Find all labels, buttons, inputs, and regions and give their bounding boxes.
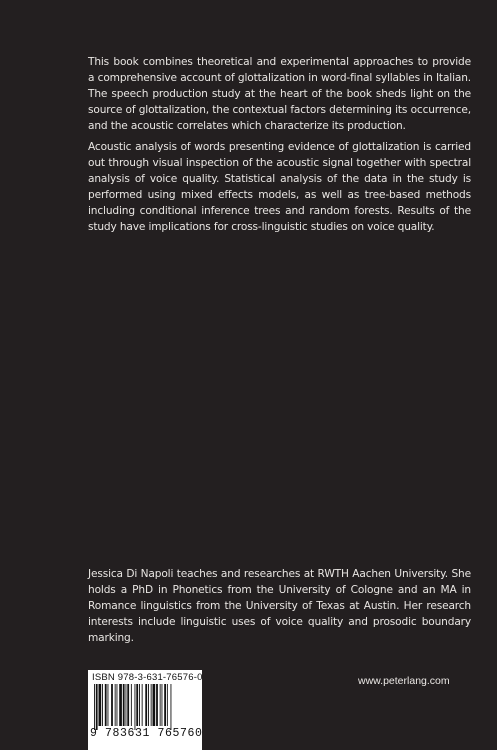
ean-digits: 9 783631 765760: [90, 727, 203, 740]
barcode-bar: [108, 684, 109, 726]
barcode-bar: [126, 684, 127, 726]
barcode-bar: [123, 684, 125, 726]
barcode-bar: [162, 684, 163, 726]
publisher-url[interactable]: www.peterlang.com: [358, 675, 450, 687]
isbn-label: ISBN 978-3-631-76576-0: [92, 672, 203, 683]
barcode-bar: [167, 684, 168, 726]
barcode-bar: [117, 684, 118, 726]
barcode-bars-icon: [92, 684, 198, 730]
barcode-bar: [171, 684, 172, 730]
blurb-paragraph-1: This book combines theoretical and experimental approaches to provide a comprehensive account of glottalization in word-final syllables in Italian. The speech production study at the heart of the book sheds light on the source of glottalization, the contextual factors determining its occurrence, and the acoustic correlates which characterize its production.: [88, 56, 471, 133]
barcode-bar: [135, 684, 136, 730]
barcode-bar: [102, 684, 103, 726]
barcode-bar: [105, 684, 107, 726]
barcode-bar: [115, 684, 116, 726]
barcode-bar: [156, 684, 158, 726]
barcode-bar: [111, 684, 113, 726]
barcode-bar: [136, 684, 138, 726]
barcode-bar: [119, 684, 122, 726]
barcode-bar: [142, 684, 143, 726]
blurb-paragraph-2: Acoustic analysis of words presenting evidence of glottalization is carried out through visual inspection of the acoustic signal together with spectral analysis of voice quality. Statistical analysis of the data in the study is performed using mixed effects models, as well as tree-based methods including conditional inference trees and random forests. Results of the study have implications for cross-linguistic studies on voice quality.: [88, 141, 471, 234]
barcode-bar: [160, 684, 161, 726]
barcode-bar: [145, 684, 147, 726]
barcode-bar: [153, 684, 156, 726]
barcode-bar: [139, 684, 140, 726]
barcode-bar: [99, 684, 102, 726]
author-bio: Jessica Di Napoli teaches and researches at RWTH Aachen University. She holds a PhD in Phonetics from the University of Cologne and an MA in Romance linguistics from the University of Texas at Austin. Her research interests include linguistic uses of voice quality and prosodic boundary marking.: [88, 568, 471, 645]
barcode-bar: [94, 684, 95, 730]
isbn-barcode: [88, 670, 202, 750]
barcode-bar: [148, 684, 149, 726]
barcode-bar: [96, 684, 98, 730]
barcode-bar: [164, 684, 166, 726]
barcode-bar: [131, 684, 132, 726]
barcode-bar: [151, 684, 152, 726]
barcode-bar: [127, 684, 129, 726]
